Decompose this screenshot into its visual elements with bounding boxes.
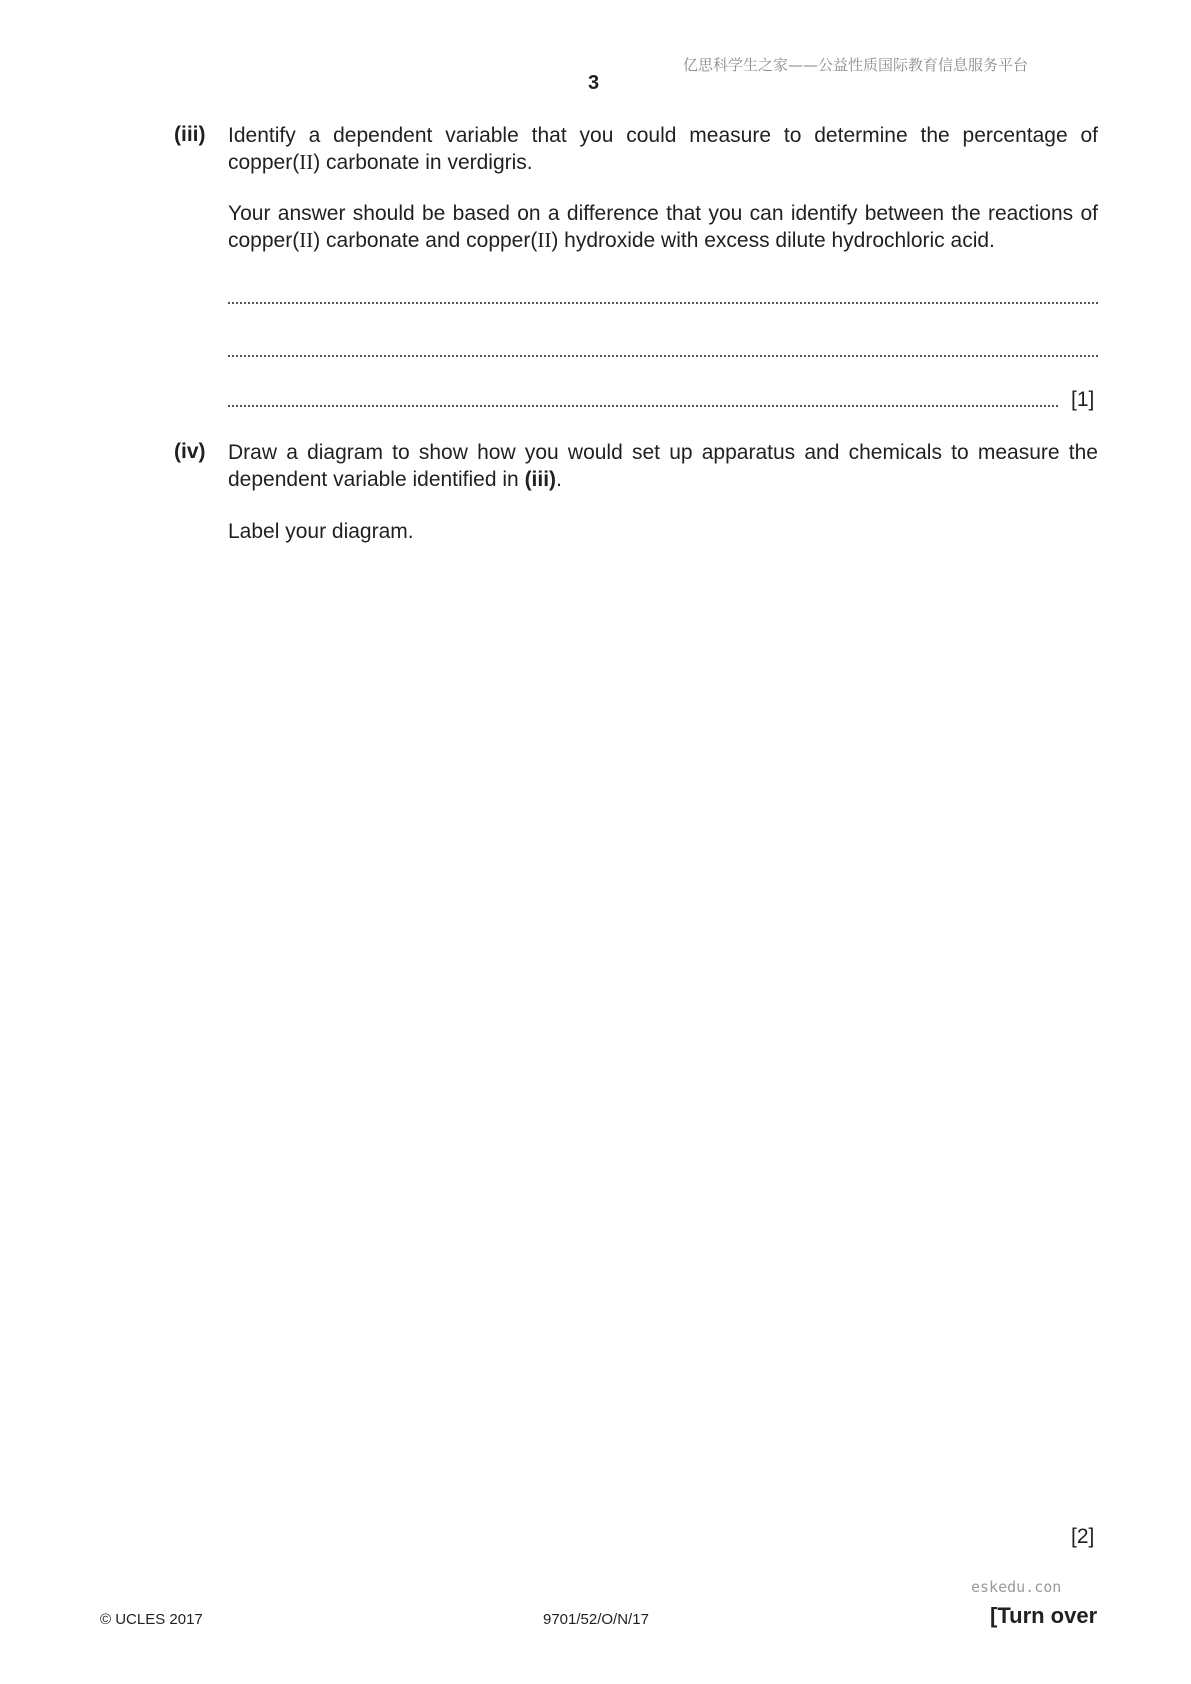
answer-line-3[interactable] <box>228 405 1058 407</box>
question-iii-prompt <box>228 122 1098 176</box>
question-iv-mark: [2] <box>1071 1525 1095 1548</box>
header-watermark: 亿思科学生之家——公益性质国际教育信息服务平台 <box>683 56 1029 74</box>
question-iv-prompt: Draw a diagram to show how you would set up apparatus and chemicals to measure the dependent variable identified in (iii). <box>228 441 1098 491</box>
page-number: 3 <box>588 72 600 94</box>
diagram-answer-area[interactable] <box>228 560 1098 1520</box>
question-iv-label: (iv) <box>174 440 206 463</box>
footer-watermark: eskedu.con <box>971 1578 1062 1596</box>
question-iii-mark: [1] <box>1071 388 1095 411</box>
question-iv-instruction: Label your diagram. <box>228 520 414 543</box>
question-iii-line1: Identify a dependent variable that you could measure to determine the percentage of <box>228 124 1098 147</box>
question-iii-label: (iii) <box>174 123 206 146</box>
question-iii-guidance: Your answer should be based on a difference that you can identify between the reactions of copper(II) carbonate and copper(II) hydroxide with excess dilute hydrochloric acid. <box>228 202 1098 252</box>
answer-line-2[interactable] <box>228 355 1098 357</box>
footer-copyright: © UCLES 2017 <box>100 1611 203 1628</box>
answer-line-1[interactable] <box>228 302 1098 304</box>
question-iii-line2: copper(II) carbonate in verdigris. <box>228 150 533 174</box>
footer-paper-code: 9701/52/O/N/17 <box>543 1611 649 1628</box>
turn-over-label: [Turn over <box>990 1603 1098 1628</box>
